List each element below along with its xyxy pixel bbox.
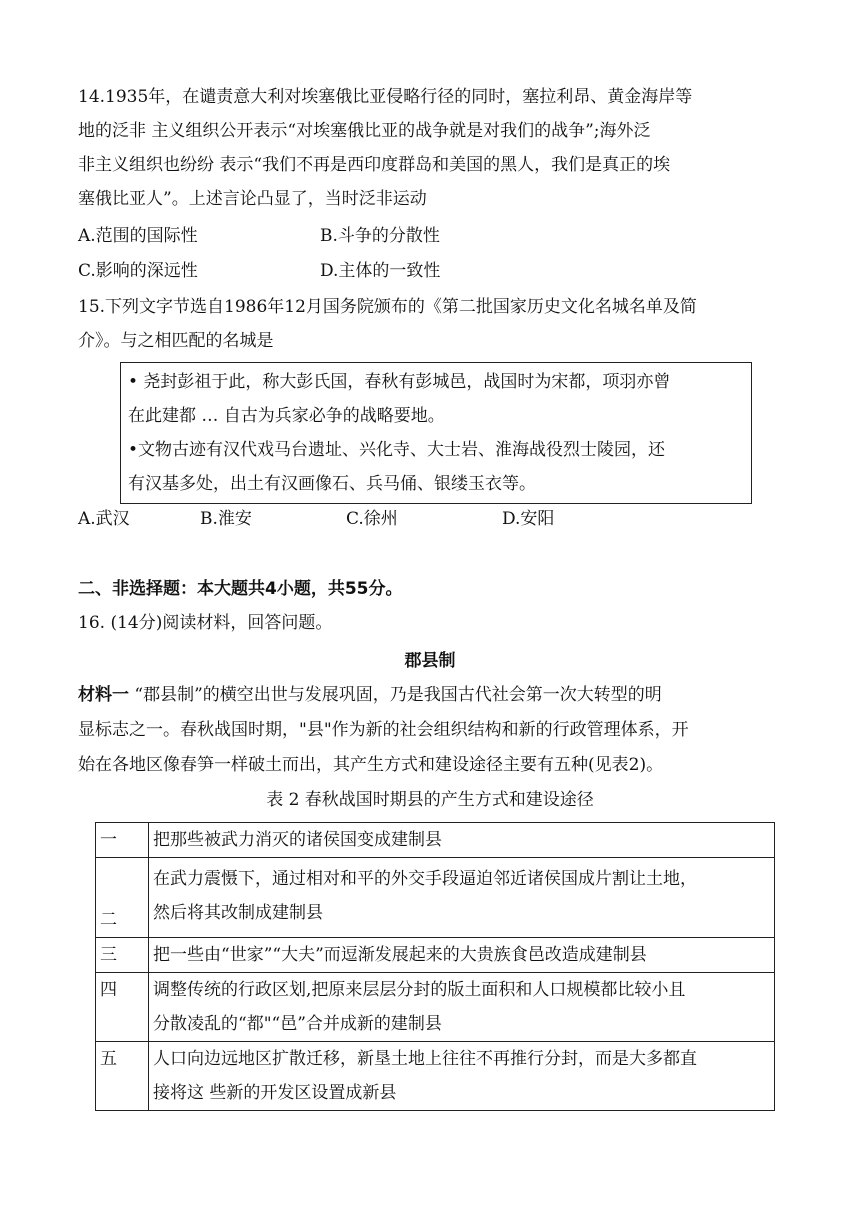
q15-option-a: A.武汉 [78, 509, 130, 529]
table-row [96, 1042, 775, 1111]
q14-line-1: 14.1935年，在谴责意大利对埃塞俄比亚侵略行径的同时，塞拉利昂、黄金海岸等 [78, 87, 693, 107]
row-text [149, 973, 775, 1042]
row-text-line: 接将这 些新的开发区设置成新县 [153, 1083, 397, 1103]
row-number: 四 [96, 973, 149, 1042]
q14-option-a: A.范围的国际性 [78, 226, 198, 246]
section-2-heading: 二、非选择题：本大题共4小题，共55分。 [78, 579, 403, 599]
material-1-label: 材料一 [78, 685, 129, 705]
q15-option-c: C.徐州 [346, 509, 398, 529]
q14-option-c: C.影响的深远性 [78, 261, 198, 281]
material-1-text-1: “郡县制”的横空出世与发展巩固，乃是我国古代社会第一次大转型的明 [129, 685, 662, 705]
q14-line-3: 非主义组织也纷纷 表示“我们不再是西印度群岛和美国的黑人，我们是真正的埃 [78, 155, 671, 175]
row-number: 一 [96, 823, 149, 858]
row-text-line: 把一些由“世家”“大夫”而逗渐发展起来的大贵族食邑改造成建制县 [153, 945, 647, 965]
q14-line-2: 地的泛非 主义组织公开表示“对埃塞俄比亚的战争就是对我们的战争”;海外泛 [78, 121, 651, 141]
table-caption: 表 2 春秋战国时期县的产生方式和建设途径 [266, 790, 594, 810]
q15-box-line-2: 在此建都 … 自古为兵家必争的战略要地。 [128, 406, 445, 426]
q15-box-line-3: •文物古迹有汉代戏马台遗址、兴化寺、大士岩、淮海战役烈士陵园，还 [128, 440, 666, 460]
row-text-line: 在武力震慑下，通过相对和平的外交手段逼迫邻近诸侯国成片割让土地， [153, 869, 697, 889]
row-text [149, 938, 775, 973]
table-row [96, 858, 775, 938]
row-number: 三 [96, 938, 149, 973]
q14-line-4: 塞俄比亚人”。上述言论凸显了，当时泛非运动 [78, 189, 427, 209]
row-text [149, 823, 775, 858]
q15-option-d: D.安阳 [502, 509, 555, 529]
row-text-line: 把那些被武力消灭的诸侯国变成建制县 [153, 830, 442, 850]
material-1-line-2: 显标志之一。春秋战国时期，"县"作为新的社会组织结构和新的行政管理体系，开 [78, 720, 689, 740]
row-text-line: 调整传统的行政区划,把原来层层分封的版土面积和人口规模都比较小且 [153, 980, 686, 1000]
q15-option-b: B.淮安 [200, 509, 252, 529]
row-text-line: 然后将其改制成建制县 [153, 903, 323, 923]
table-row [96, 938, 775, 973]
row-text-line: 分散凌乱的“都"“邑”合并成新的建制县 [153, 1014, 442, 1034]
q14-option-d: D.主体的一致性 [320, 261, 441, 281]
row-text-line: 人口向边远地区扩散迁移，新垦土地上往往不再推行分封，而是大多都直 [153, 1049, 697, 1069]
q15-box-line-1: • 尧封彭祖于此，称大彭氏国，春秋有彭城邑，战国时为宋都，项羽亦曾 [128, 372, 671, 392]
q16-title: 郡县制 [404, 651, 456, 671]
row-text [149, 1042, 775, 1111]
q14-option-b: B.斗争的分散性 [320, 226, 440, 246]
q15-line-2: 介》。与之相匹配的名城是 [78, 331, 274, 351]
table-row [96, 823, 775, 858]
material-1-line-1 [78, 678, 778, 712]
row-number: 二 [96, 858, 149, 938]
q15-box-line-4: 有汉基多处，出土有汉画像石、兵马俑、银缕玉衣等。 [128, 474, 536, 494]
material-1-line-3: 始在各地区像春笋一样破土而出，其产生方式和建设途径主要有五种(见表2)。 [78, 755, 664, 775]
row-number: 五 [96, 1042, 149, 1111]
q15-excerpt-box [120, 362, 752, 504]
q15-line-1: 15.下列文字节选自1986年12月国务院颁布的《第二批国家历史文化名城名单及简 [78, 297, 697, 317]
county-origins-table [95, 822, 775, 1111]
row-text [149, 858, 775, 938]
table-row [96, 973, 775, 1042]
q16-header: 16. (14分)阅读材料，回答问题。 [78, 613, 333, 633]
